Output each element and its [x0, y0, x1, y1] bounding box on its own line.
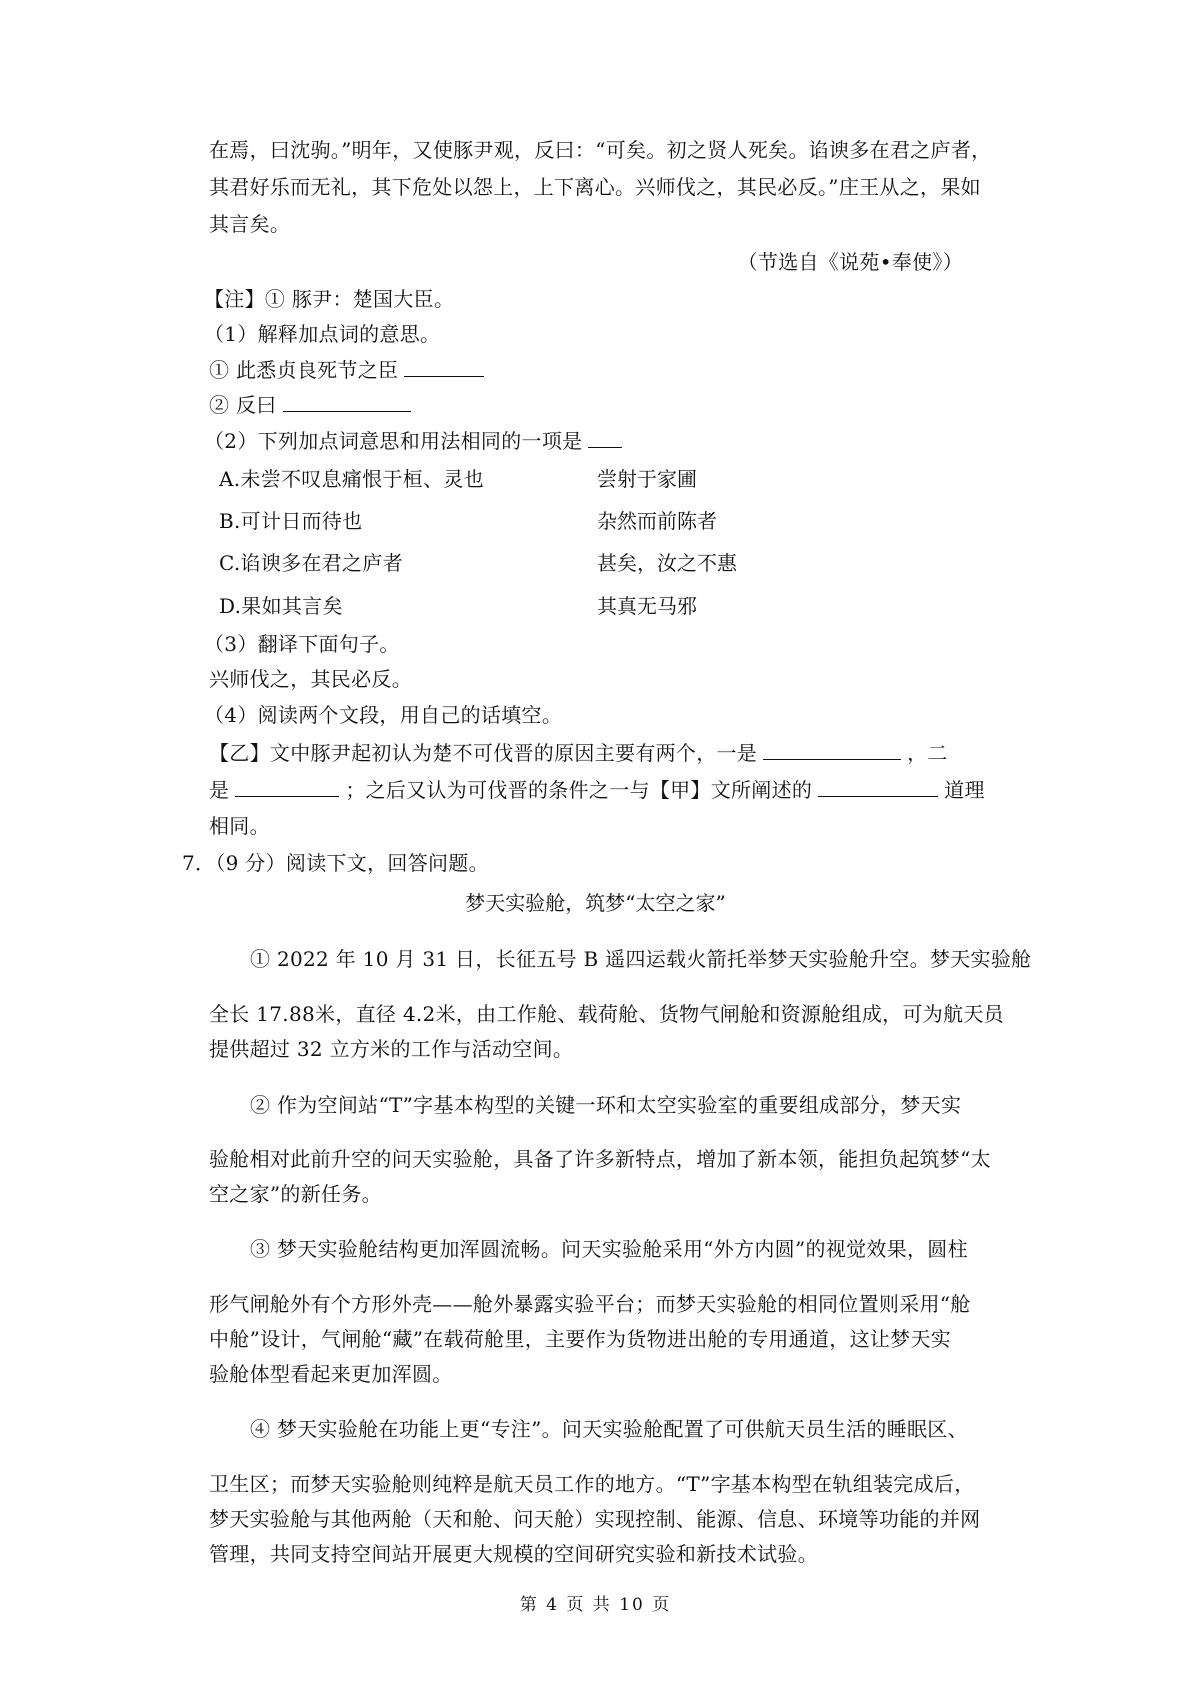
article-paragraph-line: ② 作为空间站“T”字基本构型的关键一环和太空实验室的重要组成部分，梦天实 [250, 1093, 962, 1117]
question-1-item [209, 389, 417, 420]
passage-source: （节选自《说苑•奉使》） [737, 250, 963, 274]
passage-line: 在焉，曰沈驹。”明年，又使豚尹观，反曰：“可矣。初之贤人死矣。谄谀多在君之庐者， [209, 138, 992, 162]
question-1-title: （1）解释加点词的意思。 [204, 322, 441, 346]
option-left: D.果如其言矣 [219, 594, 343, 618]
question-3-sentence: 兴师伐之，其民必反。 [209, 667, 412, 691]
answer-blank[interactable] [235, 774, 339, 797]
question-2-title-text: （2）下列加点词意思和用法相同的一项是 [204, 429, 583, 453]
article-paragraph-line: ③ 梦天实验舱结构更加浑圆流畅。问天实验舱采用“外方内圆”的视觉效果，圆柱 [250, 1237, 968, 1261]
article-paragraph-line: 验舱体型看起来更加浑圆。 [209, 1362, 453, 1386]
question-4-text: 是 [209, 778, 230, 802]
option-right: 尝射于家圃 [597, 467, 697, 491]
passage-line: 其君好乐而无礼，其下危处以怨上，上下离心。兴师伐之，其民必反。”庄王从之，果如 [209, 175, 981, 199]
option-right: 其真无马邪 [597, 594, 697, 618]
option-left: A.未尝不叹息痛恨于桓、灵也 [219, 467, 485, 491]
question-1-item [209, 354, 490, 385]
question-4-line [209, 774, 985, 805]
question-2-title [204, 425, 628, 456]
question-1-item-text: ② 反曰 [209, 393, 277, 417]
article-paragraph-line: ④ 梦天实验舱在功能上更“专注”。问天实验舱配置了可供航天员生活的睡眠区、 [250, 1417, 968, 1441]
page-number: 第 4 页 共 10 页 [519, 1595, 672, 1615]
article-paragraph-line: 管理，共同支持空间站开展更大规模的空间研究实验和新技术试验。 [209, 1542, 818, 1566]
article-paragraph-line: 验舱相对此前升空的问天实验舱，具备了许多新特点，增加了新本领，能担负起筑梦“太 [209, 1147, 991, 1171]
article-paragraph-line: 卫生区；而梦天实验舱则纯粹是航天员工作的地方。“T”字基本构型在轨组装完成后， [209, 1472, 975, 1496]
question-4-line [209, 737, 948, 768]
passage-line: 其言矣。 [209, 212, 291, 236]
answer-blank[interactable] [763, 737, 901, 760]
question-4-text: 【乙】文中豚尹起初认为楚不可伐晋的原因主要有两个，一是 [209, 741, 758, 765]
article-paragraph-line: 形气闸舱外有个方形外壳——舱外暴露实验平台；而梦天实验舱的相同位置则采用“舱 [209, 1292, 971, 1316]
question-4-line: 相同。 [209, 814, 270, 838]
question-4-text: ，二 [907, 741, 948, 765]
question-3-title: （3）翻译下面句子。 [204, 632, 400, 656]
option-left: B.可计日而待也 [219, 509, 363, 533]
question-1-item-text: ① 此悉贞良死节之臣 [209, 358, 399, 382]
article-title: 梦天实验舱，筑梦“太空之家” [465, 891, 726, 915]
question-4-text: ；之后又认为可伐晋的条件之一与【甲】文所阐述的 [345, 778, 813, 802]
article-paragraph-line: 梦天实验舱与其他两舱（天和舱、问天舱）实现控制、能源、信息、环境等功能的并网 [209, 1507, 981, 1531]
option-left: C.谄谀多在君之庐者 [219, 551, 403, 575]
option-right: 甚矣，汝之不惠 [597, 551, 737, 575]
option-right: 杂然而前陈者 [597, 509, 717, 533]
answer-blank[interactable] [588, 425, 622, 448]
annotation-note: 【注】① 豚尹：楚国大臣。 [204, 287, 455, 311]
article-paragraph-line: ① 2022 年 10 月 31 日，长征五号 B 遥四运载火箭托举梦天实验舱升空。梦天实验舱 [250, 947, 1032, 971]
answer-blank[interactable] [283, 389, 411, 412]
article-paragraph-line: 全长 17.88米，直径 4.2米，由工作舱、载荷舱、货物气闸舱和资源舱组成，可为航天员 [209, 1002, 1004, 1026]
article-paragraph-line: 中舱”设计，气闸舱“藏”在载荷舱里，主要作为货物进出舱的专用通道，这让梦天实 [209, 1327, 952, 1351]
question-4-title: （4）阅读两个文段，用自己的话填空。 [204, 703, 563, 727]
answer-blank[interactable] [818, 774, 938, 797]
question-4-text: 道理 [944, 778, 985, 802]
answer-blank[interactable] [404, 354, 484, 377]
question-7-header: 7．（9 分）阅读下文，回答问题。 [182, 851, 489, 875]
article-paragraph-line: 空之家”的新任务。 [209, 1182, 382, 1206]
article-paragraph-line: 提供超过 32 立方米的工作与活动空间。 [209, 1037, 574, 1061]
